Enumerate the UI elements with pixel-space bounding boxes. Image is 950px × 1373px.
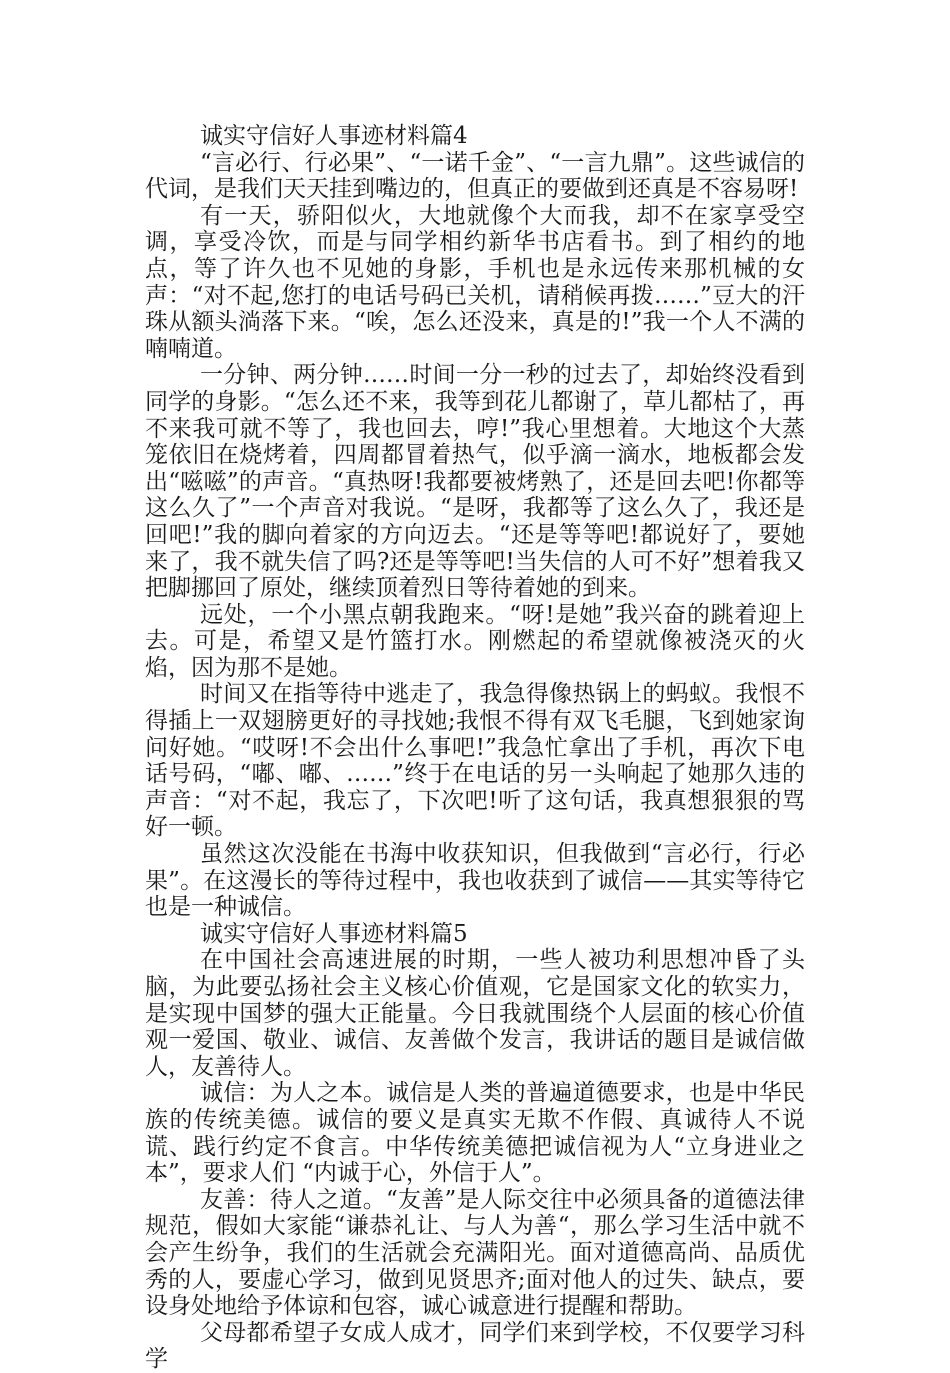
paragraph: “言必行、行必果”、“一诺千金”、“一言九鼎”。这些诚信的代词，是我们天天挂到嘴边的，但真正的要做到还真是不容易呀! [145, 149, 805, 203]
paragraph: 时间又在指等待中逃走了，我急得像热锅上的蚂蚁。我恨不得插上一双翅膀更好的寻找她;我恨不得有双飞毛腿，飞到她家询问好她。“哎呀!不会出什么事吧!”我急忙拿出了手机，再次下电话号码，“嘟、嘟、……”终于在电话的另一头响起了她那久违的声音：“对不起，我忘了，下次吧!听了这句话，我真想狠狠的骂好一顿。 [145, 681, 805, 841]
paragraph: 父母都希望子女成人成才，同学们来到学校，不仅要学习科学 [145, 1319, 805, 1373]
document-body [145, 123, 805, 1373]
paragraph: 诚信：为人之本。诚信是人类的普遍道德要求，也是中华民族的传统美德。诚信的要义是真实无欺不作假、真诚待人不说谎、践行约定不食言。中华传统美德把诚信视为人“立身进业之本”，要求人们 “内诚于心，外信于人”。 [145, 1080, 805, 1187]
paragraph: 在中国社会高速进展的时期，一些人被功利思想冲昏了头脑，为此要弘扬社会主义核心价值观，它是国家文化的软实力，是实现中国梦的强大正能量。今日我就围绕个人层面的核心价值观一爱国、敬业、诚信、友善做个发言，我讲话的题目是诚信做人，友善待人。 [145, 947, 805, 1080]
section-heading: 诚实守信好人事迹材料篇4 [200, 123, 468, 149]
section-heading: 诚实守信好人事迹材料篇5 [200, 920, 468, 947]
paragraph: 远处，一个小黑点朝我跑来。“呀!是她”我兴奋的跳着迎上去。可是，希望又是竹篮打水。刚燃起的希望就像被浇灭的火焰，因为那不是她。 [145, 601, 805, 681]
paragraph: 虽然这次没能在书海中收获知识，但我做到“言必行，行必果”。在这漫长的等待过程中，我也收获到了诚信——其实等待它也是一种诚信。 [145, 841, 805, 921]
paragraph: 友善：待人之道。“友善”是人际交往中必须具备的道德法律规范，假如大家能“谦恭礼让、与人为善“，那么学习生活中就不会产生纷争，我们的生活就会充满阳光。面对道德高尚、品质优秀的人，要虚心学习，做到见贤思齐;面对他人的过失、缺点，要设身处地给予体谅和包容，诚心诚意进行提醒和帮助。 [145, 1186, 805, 1320]
paragraph: 有一天，骄阳似火，大地就像个大而我，却不在家享受空调，享受冷饮，而是与同学相约新华书店看书。到了相约的地点，等了许久也不见她的身影，手机也是永远传来那机械的女声：“对不起,您打的电话号码已关机，请稍候再拨……”豆大的汗珠从额头淌落下来。“唉，怎么还没来，真是的!”我一个人不满的喃喃道。 [145, 202, 805, 362]
paragraph: 一分钟、两分钟……时间一分一秒的过去了，却始终没看到同学的身影。“怎么还不来，我等到花儿都谢了，草儿都枯了，再不来我可就不等了，我也回去，哼!”我心里想着。大地这个大蒸笼依旧在烧烤着，四周都冒着热气，似乎滴一滴水，地板都会发出“嗞嗞”的声音。“真热呀!我都要被烤熟了，还是回去吧!你都等这么久了”一个声音对我说。“是呀，我都等了这么久了，我还是回吧!”我的脚向着家的方向迈去。“还是等等吧!都说好了，要她来了，我不就失信了吗?还是等等吧!当失信的人可不好”想着我又把脚挪回了原处，继续顶着烈日等待着她的到来。 [145, 362, 805, 602]
